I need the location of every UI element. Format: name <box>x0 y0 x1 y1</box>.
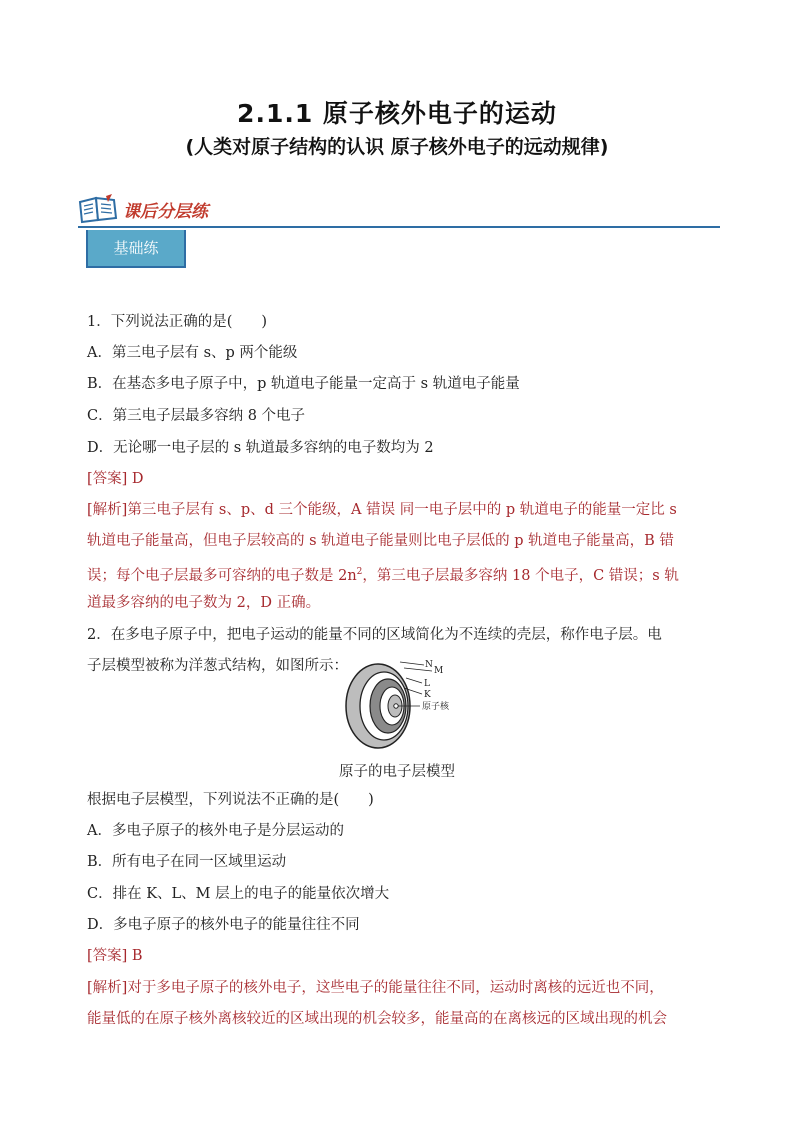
page-title: 2.1.1 原子核外电子的运动 <box>237 99 557 128</box>
label-n: N <box>425 660 433 670</box>
tab-basic-practice: 基础练 <box>86 230 186 268</box>
label-k: K <box>424 690 431 700</box>
q2-question: 根据电子层模型，下列说法不正确的是( ) <box>87 792 374 808</box>
q2-option-d: D．多电子原子的核外电子的能量往往不同 <box>87 917 360 933</box>
q1-analysis-line-1: [解析]第三电子层有 s、p、d 三个能级，A 错误 同一电子层中的 p 轨道电子的能量一定比 s <box>87 502 677 518</box>
q1-answer: [答案] D <box>87 471 144 487</box>
q2-stem-line-2: 子层模型被称为洋葱式结构，如图所示： <box>87 658 348 674</box>
q1-analysis-line-4: 道最多容纳的电子数为 2，D 正确。 <box>87 595 321 611</box>
section-divider <box>78 226 720 228</box>
label-l: L <box>424 679 430 689</box>
q2-option-b: B．所有电子在同一区域里运动 <box>87 854 287 870</box>
q2-analysis-line-1: [解析]对于多电子原子的核外电子，这些电子的能量往往不同，运动时离核的远近也不同， <box>87 980 664 996</box>
superscript: 2 <box>356 567 363 577</box>
q1-option-c: C．第三电子层最多容纳 8 个电子 <box>87 408 306 424</box>
label-m: M <box>434 666 444 676</box>
q1-option-b: B．在基态多电子原子中，p 轨道电子能量一定高于 s 轨道电子能量 <box>87 376 520 392</box>
electron-shell-diagram <box>340 656 470 756</box>
q1-option-d: D．无论哪一电子层的 s 轨道最多容纳的电子数均为 2 <box>87 440 434 456</box>
book-icon <box>78 194 118 224</box>
q2-answer: [答案] B <box>87 948 143 964</box>
q2-option-a: A．多电子原子的核外电子是分层运动的 <box>87 823 344 839</box>
q2-stem-line-1: 2．在多电子原子中，把电子运动的能量不同的区域简化为不连续的壳层，称作电子层。电 <box>87 627 662 643</box>
section-label: 课后分层练 <box>123 202 208 222</box>
q1-analysis-line-2: 轨道电子能量高，但电子层较高的 s 轨道电子能量则比电子层低的 p 轨道电子能量高，B 错 <box>87 533 674 549</box>
q1-stem: 1．下列说法正确的是( ) <box>87 314 268 330</box>
label-nucleus: 原子核 <box>422 702 450 712</box>
q2-analysis-line-2: 能量低的在原子核外离核较近的区域出现的机会较多，能量高的在离核远的区域出现的机会 <box>87 1011 667 1027</box>
q1-option-a: A．第三电子层有 s、p 两个能级 <box>87 345 298 361</box>
figure-caption: 原子的电子层模型 <box>339 764 455 780</box>
q1-analysis-line-3: 误；每个电子层最多可容纳的电子数是 $2n^2$，第三电子层最多容纳 18 个电子，C 错误；s 轨 <box>87 567 679 584</box>
page-subtitle: (人类对原子结构的认识 原子核外电子的远动规律) <box>185 136 609 158</box>
q2-option-c: C．排在 K、L、M 层上的电子的能量依次增大 <box>87 886 390 902</box>
